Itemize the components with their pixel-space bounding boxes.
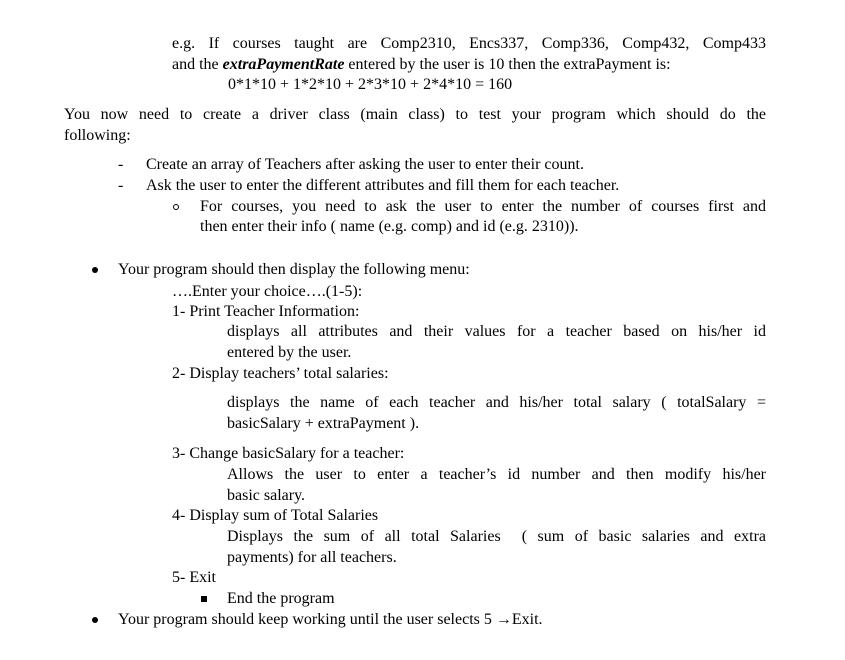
menu-option-1-desc-line-2: entered by the user. (227, 344, 352, 361)
menu-option-2-desc-line-2: basicSalary + extraPayment ). (227, 415, 420, 432)
menu-option-3-desc-line-2: basic salary. (227, 487, 306, 504)
square-bullet-icon (201, 596, 207, 602)
driver-item-1: Create an array of Teachers after asking the user to enter their count. (146, 156, 584, 173)
example-line-1: e.g. If courses taught are Comp2310, Encs337, Comp336, Comp432, Comp433 (172, 35, 766, 52)
example-line-2-suffix: entered by the user is 10 then the extraPayment is: (344, 56, 671, 73)
example-line-2-prefix: and the (172, 56, 223, 73)
menu-final-note: Your program should keep working until the user selects 5 →Exit. (118, 611, 543, 628)
menu-option-4-desc-line-1: Displays the sum of all total Salaries ( sum of basic salaries and extra (227, 528, 766, 545)
dash-marker-2: - (118, 177, 124, 194)
driver-sub-item-line-1: For courses, you need to ask the user to enter the number of courses first and (200, 198, 766, 215)
bullet-dot-icon-2 (92, 617, 98, 623)
menu-option-4-desc-line-2: payments) for all teachers. (227, 549, 397, 566)
menu-option-3-desc-line-1: Allows the user to enter a teacher’s id number and then modify his/her (227, 466, 766, 483)
menu-prompt: ….Enter your choice….(1-5): (172, 283, 363, 300)
menu-option-5: 5- Exit (172, 569, 216, 586)
driver-item-2: Ask the user to enter the different attributes and fill them for each teacher. (146, 177, 620, 194)
menu-intro: Your program should then display the following menu: (118, 261, 470, 278)
driver-paragraph-line-1: You now need to create a driver class (main class) to test your program which should do the (64, 106, 766, 123)
example-formula: 0*1*10 + 1*2*10 + 2*3*10 + 2*4*10 = 160 (228, 76, 513, 93)
menu-option-4: 4- Display sum of Total Salaries (172, 507, 379, 524)
menu-option-2: 2- Display teachers’ total salaries: (172, 365, 389, 382)
driver-paragraph-line-2: following: (64, 127, 131, 144)
dash-marker-1: - (118, 156, 124, 173)
menu-option-2-desc-line-1: displays the name of each teacher and his/her total salary ( totalSalary = (227, 394, 766, 411)
example-line-2 (172, 55, 671, 75)
hollow-circle-bullet-icon (173, 204, 179, 210)
menu-option-1-desc-line-1: displays all attributes and their values for a teacher based on his/her id (227, 323, 766, 340)
menu-option-5-desc: End the program (227, 590, 335, 607)
bullet-dot-icon (92, 267, 98, 273)
menu-option-3: 3- Change basicSalary for a teacher: (172, 445, 405, 462)
extra-payment-rate-term: extraPaymentRate (222, 56, 345, 73)
driver-sub-item-line-2: then enter their info ( name (e.g. comp) and id (e.g. 2310)). (200, 218, 579, 235)
menu-option-1: 1- Print Teacher Information: (172, 303, 360, 320)
